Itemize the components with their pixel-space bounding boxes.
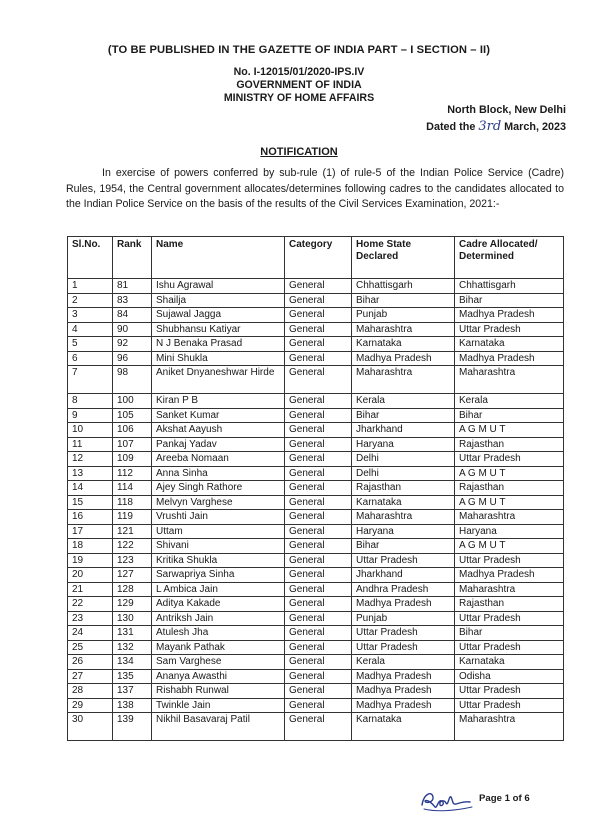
table-cell: 24 — [68, 626, 113, 641]
table-row — [68, 640, 564, 655]
table-cell: Sujawal Jagga — [152, 308, 285, 323]
table-cell: Uttar Pradesh — [455, 684, 564, 699]
table-cell: 106 — [113, 423, 152, 438]
table-cell: 83 — [113, 293, 152, 308]
table-cell: Haryana — [455, 524, 564, 539]
table-cell: 10 — [68, 423, 113, 438]
table-cell: Haryana — [352, 524, 455, 539]
table-cell: General — [285, 452, 352, 467]
table-cell: Bihar — [352, 408, 455, 423]
table-cell: Madhya Pradesh — [352, 351, 455, 366]
table-cell: 3 — [68, 308, 113, 323]
table-cell: 127 — [113, 568, 152, 583]
table-cell: 96 — [113, 351, 152, 366]
table-cell: Sarwapriya Sinha — [152, 568, 285, 583]
table-cell: General — [285, 568, 352, 583]
table-cell: Karnataka — [352, 495, 455, 510]
table-cell: Anna Sinha — [152, 466, 285, 481]
table-cell: Bihar — [352, 539, 455, 554]
table-cell: Madhya Pradesh — [352, 669, 455, 684]
table-cell: 12 — [68, 452, 113, 467]
table-cell: Uttar Pradesh — [455, 322, 564, 337]
table-row — [68, 437, 564, 452]
table-cell: 20 — [68, 568, 113, 583]
table-cell: General — [285, 322, 352, 337]
column-header: Cadre Allocated/ Determined — [455, 237, 564, 279]
table-cell: Maharashtra — [352, 510, 455, 525]
table-cell: Uttar Pradesh — [455, 452, 564, 467]
table-cell: General — [285, 582, 352, 597]
table-row — [68, 713, 564, 741]
cadre-allocation-table — [67, 236, 564, 741]
table-cell: Antriksh Jain — [152, 611, 285, 626]
table-cell: Areeba Nomaan — [152, 452, 285, 467]
place-line: North Block, New Delhi — [447, 104, 566, 116]
table-cell: General — [285, 337, 352, 352]
table-cell: 123 — [113, 553, 152, 568]
page-footer — [418, 787, 578, 817]
signature-icon — [418, 787, 478, 815]
table-cell: Shailja — [152, 293, 285, 308]
table-cell: General — [285, 408, 352, 423]
table-cell: 9 — [68, 408, 113, 423]
table-cell: 109 — [113, 452, 152, 467]
table-cell: Bihar — [455, 626, 564, 641]
table-cell: Maharashtra — [455, 713, 564, 741]
table-cell: Karnataka — [455, 655, 564, 670]
table-cell: Uttar Pradesh — [352, 640, 455, 655]
table-cell: 122 — [113, 539, 152, 554]
table-cell: Maharashtra — [455, 510, 564, 525]
table-cell: Rajasthan — [455, 597, 564, 612]
table-cell: General — [285, 279, 352, 294]
table-cell: Karnataka — [352, 337, 455, 352]
table-cell: Pankaj Yadav — [152, 437, 285, 452]
date-prefix: Dated the — [426, 121, 479, 133]
table-cell: N J Benaka Prasad — [152, 337, 285, 352]
table-cell: 4 — [68, 322, 113, 337]
table-cell: General — [285, 524, 352, 539]
table-row — [68, 524, 564, 539]
table-cell: Madhya Pradesh — [352, 684, 455, 699]
table-cell: 29 — [68, 698, 113, 713]
table-cell: General — [285, 437, 352, 452]
table-cell: 8 — [68, 394, 113, 409]
table-row — [68, 322, 564, 337]
table-cell: Ajey Singh Rathore — [152, 481, 285, 496]
table-row — [68, 366, 564, 394]
table-cell: General — [285, 366, 352, 394]
table-cell: A G M U T — [455, 423, 564, 438]
table-cell: Karnataka — [455, 337, 564, 352]
table-cell: 21 — [68, 582, 113, 597]
table-cell: 26 — [68, 655, 113, 670]
table-cell: Karnataka — [352, 713, 455, 741]
table-row — [68, 626, 564, 641]
table-cell: Rajasthan — [352, 481, 455, 496]
table-cell: Aditya Kakade — [152, 597, 285, 612]
table-cell: Rajasthan — [455, 437, 564, 452]
table-cell: 6 — [68, 351, 113, 366]
table-row — [68, 351, 564, 366]
table-cell: Ananya Awasthi — [152, 669, 285, 684]
table-cell: 7 — [68, 366, 113, 394]
table-cell: General — [285, 655, 352, 670]
table-cell: 11 — [68, 437, 113, 452]
table-cell: Shubhansu Katiyar — [152, 322, 285, 337]
table-cell: A G M U T — [455, 495, 564, 510]
table-cell: 17 — [68, 524, 113, 539]
table-cell: 137 — [113, 684, 152, 699]
table-cell: Sam Varghese — [152, 655, 285, 670]
table-cell: Odisha — [455, 669, 564, 684]
table-row — [68, 684, 564, 699]
table-cell: Bihar — [455, 293, 564, 308]
table-cell: 107 — [113, 437, 152, 452]
table-cell: 138 — [113, 698, 152, 713]
table-row — [68, 568, 564, 583]
table-row — [68, 510, 564, 525]
table-cell: General — [285, 698, 352, 713]
table-row — [68, 655, 564, 670]
table-cell: Uttar Pradesh — [455, 640, 564, 655]
table-cell: 30 — [68, 713, 113, 741]
table-cell: 18 — [68, 539, 113, 554]
table-cell: General — [285, 293, 352, 308]
table-row — [68, 293, 564, 308]
table-cell: 25 — [68, 640, 113, 655]
table-cell: Haryana — [352, 437, 455, 452]
table-cell: 84 — [113, 308, 152, 323]
handwritten-date-day: 3rd — [478, 119, 502, 134]
table-cell: Akshat Aayush — [152, 423, 285, 438]
table-cell: 121 — [113, 524, 152, 539]
table-body — [68, 279, 564, 741]
column-header: Sl.No. — [68, 237, 113, 279]
table-cell: General — [285, 351, 352, 366]
table-cell: Uttar Pradesh — [455, 553, 564, 568]
table-cell: General — [285, 510, 352, 525]
table-row — [68, 582, 564, 597]
column-header: Home State Declared — [352, 237, 455, 279]
table-cell: Jharkhand — [352, 568, 455, 583]
table-cell: Kerala — [352, 655, 455, 670]
table-cell: 22 — [68, 597, 113, 612]
table-cell: 16 — [68, 510, 113, 525]
table-cell: Chhattisgarh — [455, 279, 564, 294]
gazette-heading: (TO BE PUBLISHED IN THE GAZETTE OF INDIA PART – I SECTION – II) — [107, 44, 491, 56]
table-cell: Maharashtra — [455, 366, 564, 394]
table-cell: Rajasthan — [455, 481, 564, 496]
table-cell: General — [285, 423, 352, 438]
date-line — [426, 119, 566, 134]
table-cell: Rishabh Runwal — [152, 684, 285, 699]
table-cell: Bihar — [455, 408, 564, 423]
table-cell: 14 — [68, 481, 113, 496]
table-cell: 132 — [113, 640, 152, 655]
table-cell: Uttar Pradesh — [455, 698, 564, 713]
table-cell: Sanket Kumar — [152, 408, 285, 423]
table-cell: General — [285, 308, 352, 323]
table-row — [68, 423, 564, 438]
table-row — [68, 611, 564, 626]
table-cell: 135 — [113, 669, 152, 684]
table-cell: Madhya Pradesh — [455, 308, 564, 323]
table-row — [68, 279, 564, 294]
table-cell: Chhattisgarh — [352, 279, 455, 294]
table-cell: 90 — [113, 322, 152, 337]
table-row — [68, 408, 564, 423]
table-cell: Uttar Pradesh — [352, 553, 455, 568]
table-cell: Ishu Agrawal — [152, 279, 285, 294]
table-cell: Kritika Shukla — [152, 553, 285, 568]
table-row — [68, 337, 564, 352]
table-row — [68, 539, 564, 554]
table-cell: General — [285, 597, 352, 612]
table-cell: Twinkle Jain — [152, 698, 285, 713]
column-header: Rank — [113, 237, 152, 279]
table-row — [68, 308, 564, 323]
table-cell: Kerala — [455, 394, 564, 409]
table-cell: General — [285, 626, 352, 641]
table-cell: 112 — [113, 466, 152, 481]
table-cell: 119 — [113, 510, 152, 525]
notification-paragraph: In exercise of powers conferred by sub-rule (1) of rule-5 of the Indian Police Service (Cadre) Rules, 1954, the Central government allocates/determines following cadres to the candidates allocated to the Indian Police Service on the basis of the results of the Civil Services Examination, 2021:- — [66, 167, 564, 210]
table-row — [68, 495, 564, 510]
table-cell: Nikhil Basavaraj Patil — [152, 713, 285, 741]
table-cell: 27 — [68, 669, 113, 684]
table-cell: A G M U T — [455, 466, 564, 481]
table-row — [68, 597, 564, 612]
table-cell: General — [285, 684, 352, 699]
table-cell: 114 — [113, 481, 152, 496]
table-cell: Aniket Dnyaneshwar Hirde — [152, 366, 285, 394]
table-cell: 15 — [68, 495, 113, 510]
table-cell: Mayank Pathak — [152, 640, 285, 655]
table-cell: L Ambica Jain — [152, 582, 285, 597]
table-cell: Madhya Pradesh — [352, 698, 455, 713]
table-row — [68, 481, 564, 496]
table-cell: Delhi — [352, 452, 455, 467]
table-cell: General — [285, 611, 352, 626]
table-cell: Punjab — [352, 308, 455, 323]
table-row — [68, 553, 564, 568]
column-header: Name — [152, 237, 285, 279]
table-cell: 19 — [68, 553, 113, 568]
table-cell: General — [285, 640, 352, 655]
table-cell: 92 — [113, 337, 152, 352]
table-cell: General — [285, 553, 352, 568]
table-header-row — [68, 237, 564, 279]
table-cell: Jharkhand — [352, 423, 455, 438]
table-cell: 129 — [113, 597, 152, 612]
table-row — [68, 669, 564, 684]
government-line: GOVERNMENT OF INDIA — [236, 79, 362, 91]
table-cell: Melvyn Varghese — [152, 495, 285, 510]
table-cell: General — [285, 495, 352, 510]
table-cell: Atulesh Jha — [152, 626, 285, 641]
table-cell: 1 — [68, 279, 113, 294]
table-cell: General — [285, 539, 352, 554]
table-cell: Uttar Pradesh — [352, 626, 455, 641]
table-cell: General — [285, 669, 352, 684]
ministry-line: MINISTRY OF HOME AFFAIRS — [223, 92, 375, 104]
table-cell: Maharashtra — [352, 322, 455, 337]
table-cell: Kiran P B — [152, 394, 285, 409]
table-cell: Madhya Pradesh — [455, 351, 564, 366]
table-cell: Shivani — [152, 539, 285, 554]
table-cell: 98 — [113, 366, 152, 394]
table-cell: Madhya Pradesh — [352, 597, 455, 612]
table-cell: Andhra Pradesh — [352, 582, 455, 597]
file-number: No. I-12015/01/2020-IPS.IV — [233, 66, 365, 78]
table-cell: General — [285, 481, 352, 496]
table-cell: General — [285, 394, 352, 409]
table-row — [68, 394, 564, 409]
page-number: Page 1 of 6 — [479, 793, 530, 804]
table-cell: Mini Shukla — [152, 351, 285, 366]
table-cell: 13 — [68, 466, 113, 481]
table-cell: 105 — [113, 408, 152, 423]
table-cell: 118 — [113, 495, 152, 510]
table-cell: Bihar — [352, 293, 455, 308]
table-cell: 5 — [68, 337, 113, 352]
table-cell: Punjab — [352, 611, 455, 626]
table-cell: Maharashtra — [352, 366, 455, 394]
table-cell: Madhya Pradesh — [455, 568, 564, 583]
table-cell: Kerala — [352, 394, 455, 409]
notification-title: NOTIFICATION — [260, 146, 338, 158]
table-cell: Uttar Pradesh — [455, 611, 564, 626]
table-row — [68, 452, 564, 467]
table-cell: Maharashtra — [455, 582, 564, 597]
table-cell: General — [285, 466, 352, 481]
table-cell: Uttam — [152, 524, 285, 539]
table-row — [68, 698, 564, 713]
table-cell: 130 — [113, 611, 152, 626]
table-cell: 28 — [68, 684, 113, 699]
table-cell: 23 — [68, 611, 113, 626]
table-cell: A G M U T — [455, 539, 564, 554]
table-cell: 2 — [68, 293, 113, 308]
table-cell: Vrushti Jain — [152, 510, 285, 525]
table-cell: 131 — [113, 626, 152, 641]
table-cell: 128 — [113, 582, 152, 597]
date-suffix: March, 2023 — [501, 121, 566, 133]
table-cell: 134 — [113, 655, 152, 670]
table-cell: 81 — [113, 279, 152, 294]
table-cell: 139 — [113, 713, 152, 741]
table-cell: 100 — [113, 394, 152, 409]
table-cell: Delhi — [352, 466, 455, 481]
table-cell: General — [285, 713, 352, 741]
column-header: Category — [285, 237, 352, 279]
table-row — [68, 466, 564, 481]
